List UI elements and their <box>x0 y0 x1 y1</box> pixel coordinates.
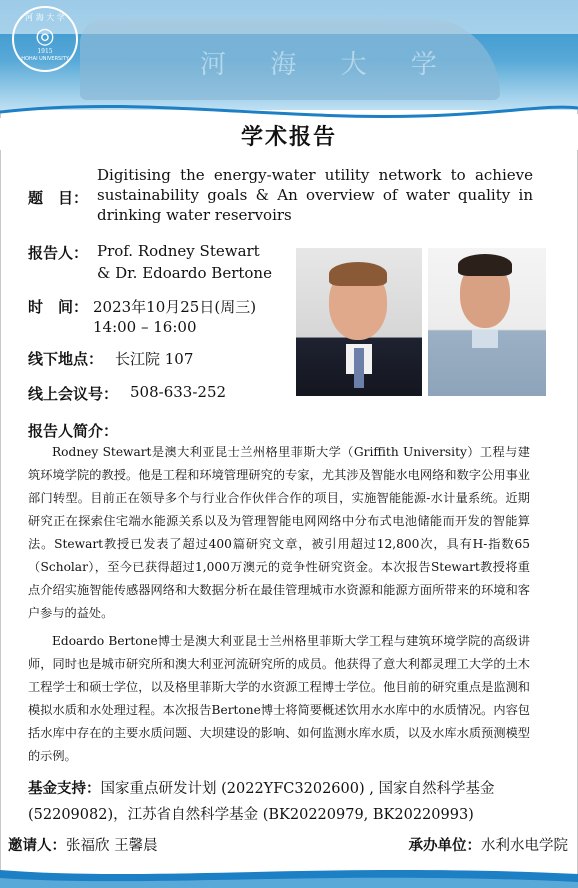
funding-block <box>28 776 538 828</box>
inviter-names: 张福欣 王馨晨 <box>66 838 158 854</box>
online-meeting-id: 508-633-252 <box>130 383 227 401</box>
host-block <box>409 834 569 855</box>
logo-year: 1915 <box>37 48 53 55</box>
host-name: 水利水电学院 <box>481 838 568 854</box>
speaker-photo-bertone <box>428 248 546 396</box>
time-hours: 14:00 – 16:00 <box>93 318 197 336</box>
banner-stone-inscription: 河 海 大 学 <box>200 50 455 80</box>
offline-location-value: 长江院 107 <box>115 350 194 368</box>
online-meeting-label: 线上会议号： <box>28 385 119 403</box>
time-label: 时 间： <box>28 298 89 316</box>
page-title: 学术报告 <box>240 124 337 150</box>
logo-chinese-name: 河 海 大 学 <box>25 13 65 22</box>
speaker-line-2: & Dr. Edoardo Bertone <box>97 264 272 282</box>
intro-paragraph-bertone: Edoardo Bertone博士是澳大利亚昆士兰州格里菲斯大学工程与建筑环境学院的高级讲师，同时也是城市研究所和澳大利亚河流研究所的成员。他获得了意大利都灵理工大学的土木工程学士和硕士学位，以及格里菲斯大学的水资源工程博士学位。他目前的研究重点是监测和模拟水质和水处理过程。本次报告Bertone博士将简要概述饮用水水库中的水质情况。内容包括水库中存在的主要水质问题、大坝建设的影响、如何监测水库水质，以及水库水质预测模型的示例。 <box>28 634 530 763</box>
intro-paragraph-stewart: Rodney Stewart是澳大利亚昆士兰州格里菲斯大学（Griffith University）工程与建筑环境学院的教授。他是工程和环境管理研究的专家，尤其涉及智能水电网络和数字公用事业部门转型。目前正在领导多个与行业合作伙伴合作的项目，实施智能能源-水计量系统。近期研究正在探索住宅端水能源关系以及为管理智能电网网络中分布式电池储能而开发的智能算法。Stewart教授已发表了超过400篇研究文章，被引用超过12,800次，具有H-指数65（Scholar），至今已获得超过1,000万澳元的竞争性研究资金。本次报告Stewart教授将重点介绍实施智能传感器网络和大数据分析在最佳管理城市水资源和能源方面所带来的环境和客户参与的益处。 <box>28 445 530 620</box>
inviter-block <box>8 834 158 855</box>
speaker-label: 报告人： <box>28 244 89 262</box>
inviter-label: 邀请人： <box>8 837 66 854</box>
topic-label: 题 目： <box>28 189 89 207</box>
host-label: 承办单位： <box>408 837 481 854</box>
funding-text: 国家重点研发计划 (2022YFC3202600) , 国家自然科学基金 (52209082)，江苏省自然科学基金 (BK20220979, BK20220993) <box>28 781 495 823</box>
speaker-photo-stewart <box>296 248 422 396</box>
logo-english-name: HOHAI UNIVERSITY <box>21 56 69 62</box>
university-logo <box>12 6 78 72</box>
offline-location-label: 线下地点： <box>28 350 104 368</box>
speaker-intro-heading: 报告人简介： <box>28 422 119 440</box>
speaker-line-1: Prof. Rodney Stewart <box>97 242 260 260</box>
time-date: 2023年10月25日(周三) <box>93 298 257 316</box>
logo-emblem-icon: ◎ <box>35 24 55 49</box>
topic-text: Digitising the energy-water utility network to achieve sustainability goals & An overview of water quality in drinking water reservoirs <box>97 166 533 224</box>
funding-label: 基金支持： <box>28 780 101 797</box>
